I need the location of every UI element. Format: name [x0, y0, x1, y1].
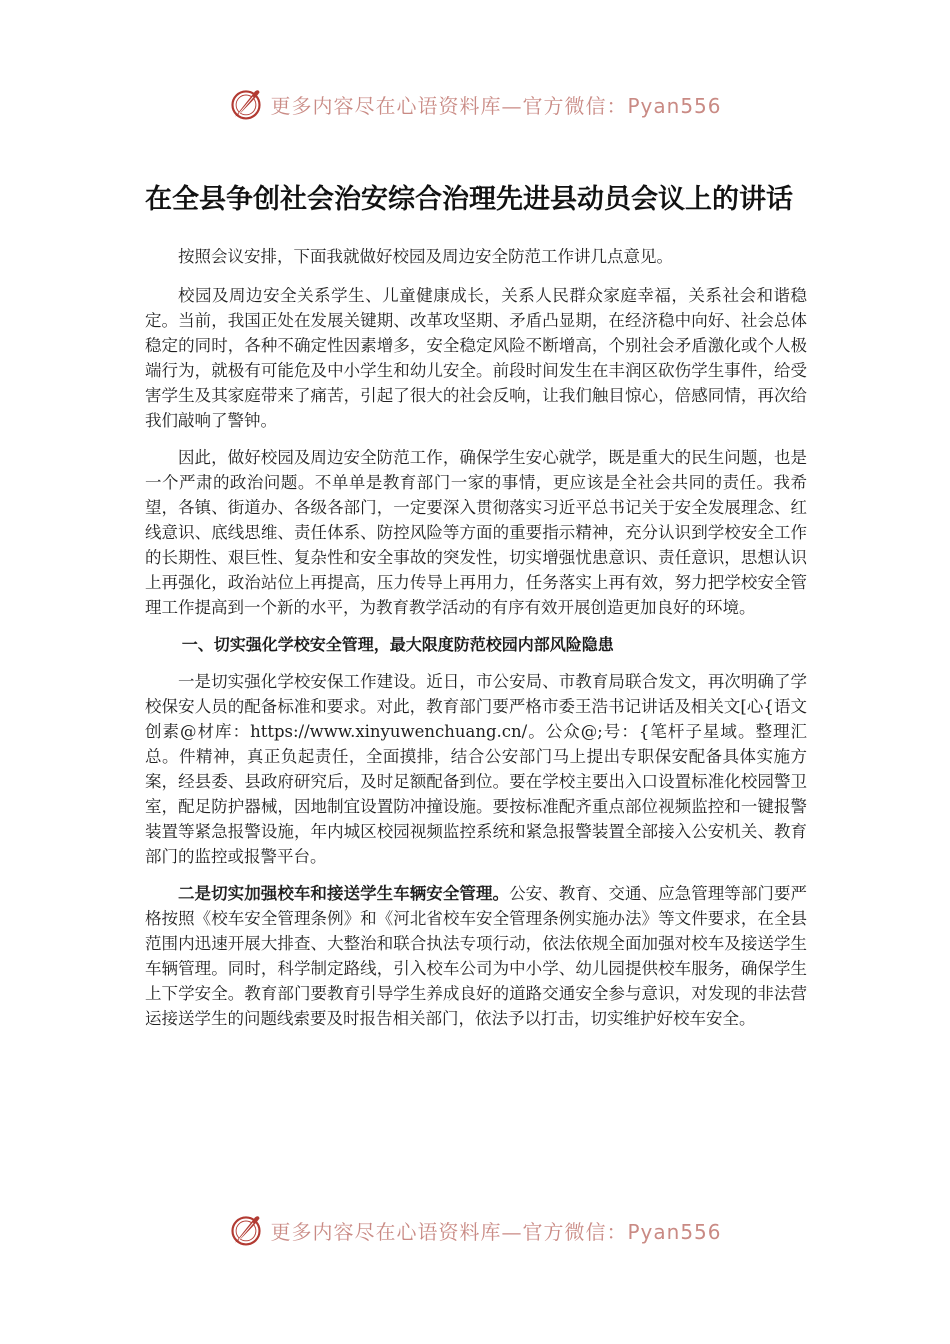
paragraph-security-staff: 一是切实强化学校安保工作建设。近日，市公安局、市教育局联合发文，再次明确了学校保安人员的配备标准和要求。对此，教育部门要严格市委王浩书记讲话及相关文[心{语文创素@材库：https://www.xinyuwenchuang.cn/。公众@;号：{笔杆子星域。整理汇总。件精神，真正负起责任，全面摸排，结合公安部门马上提出专职保安配备具体实施方案，经县委、县政府研究后，及时足额配备到位。要在学校主要出入口设置标准化校园警卫室，配足防护器械，因地制宜设置防冲撞设施。要按标准配齐重点部位视频监控和一键报警装置等紧急报警设施，年内城区校园视频监控系统和紧急报警装置全部接入公安机关、教育部门的监控或报警平台。 [145, 672, 807, 866]
document-body [145, 176, 807, 1043]
footer-banner [0, 1210, 950, 1250]
paragraph-intro: 按照会议安排，下面我就做好校园及周边安全防范工作讲几点意见。 [178, 247, 673, 266]
wechat-id: Pyan556 [627, 93, 722, 118]
paragraph-background: 校园及周边安全关系学生、儿童健康成长，关系人民群众家庭幸福，关系社会和谐稳定。当前，我国正处在发展关键期、改革攻坚期、矛盾凸显期，在经济稳中向好、社会总体稳定的同时，各种不确定性因素增多，安全稳定风险不断增高，个别社会矛盾激化或个人极端行为，就极有可能危及中小学生和幼儿安全。前段时间发生在丰润区砍伤学生事件，给受害学生及其家庭带来了痛苦，引起了很大的社会反响，让我们触目惊心，倍感同情，再次给我们敲响了警钟。 [145, 286, 807, 430]
paragraph-body-text: 公安、教育、交通、应急管理等部门要严格按照《校车安全管理条例》和《河北省校车安全管理条例实施办法》等文件要求，在全县范围内迅速开展大排查、大整治和联合执法专项行动，依法依规全面加强对校车及接送学生车辆管理。同时，科学制定路线，引入校车公司为中小学、幼儿园提供校车服务，确保学生上下学安全。教育部门要教育引导学生养成良好的道路交通安全参与意识，对发现的非法营运接送学生的问题线索要及时报告相关部门，依法予以打击，切实维护好校车安全。 [145, 884, 808, 1028]
wechat-id: Pyan556 [627, 1219, 722, 1244]
section-heading-1: 一、切实强化学校安全管理，最大限度防范校园内部风险隐患 [181, 635, 614, 654]
paragraph-school-bus [145, 881, 807, 1031]
banner-text [270, 1216, 721, 1245]
quill-pen-circle-icon [228, 86, 264, 122]
document-title: 在全县争创社会治安综合治理先进县动员会议上的讲话 [145, 184, 793, 215]
quill-pen-circle-icon [228, 1212, 264, 1248]
paragraph-lead-text: 二是切实加强校车和接送学生车辆安全管理。 [178, 884, 510, 903]
banner-label: 更多内容尽在心语资料库—官方微信： [270, 1219, 628, 1244]
paragraph-responsibility: 因此，做好校园及周边安全防范工作，确保学生安心就学，既是重大的民生问题，也是一个严肃的政治问题。不单单是教育部门一家的事情，更应该是全社会共同的责任。我希望，各镇、街道办、各级各部门，一定要深入贯彻落实习近平总书记关于安全发展理念、红线意识、底线思维、责任体系、防控风险等方面的重要指示精神，充分认识到学校安全工作的长期性、艰巨性、复杂性和安全事故的突发性，切实增强忧患意识、责任意识，思想认识上再强化，政治站位上再提高，压力传导上再用力，任务落实上再有效，努力把学校安全管理工作提高到一个新的水平，为教育教学活动的有序有效开展创造更加良好的环境。 [145, 448, 807, 617]
header-banner [0, 84, 950, 124]
banner-text [270, 90, 721, 119]
banner-label: 更多内容尽在心语资料库—官方微信： [270, 93, 628, 118]
